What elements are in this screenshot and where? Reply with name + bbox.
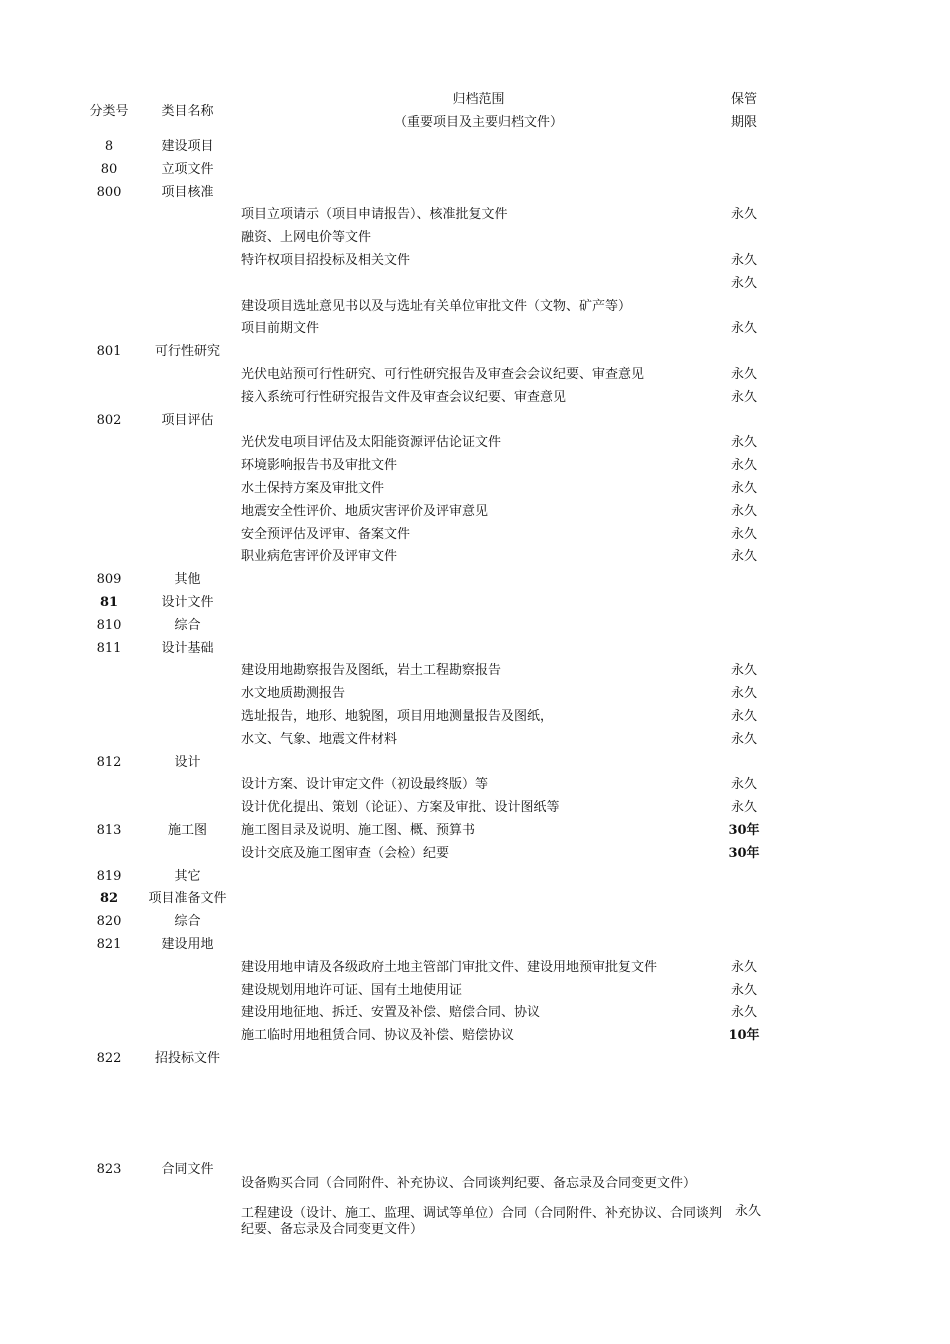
category-name: 其他: [174, 572, 201, 588]
retention-period: 永久: [730, 526, 757, 542]
archive-scope: 建设规划用地许可证、国有土地使用证: [241, 982, 463, 998]
table-row: [0, 659, 950, 682]
category-name: 可行性研究: [154, 344, 220, 360]
category-name: 设计文件: [161, 595, 214, 610]
retention-period: 永久: [730, 731, 757, 747]
archive-scope: 地震安全性评价、地质灾害评价及评审意见: [241, 503, 489, 519]
retention-period: 永久: [730, 959, 757, 975]
category-name: 建设用地: [161, 937, 214, 952]
table-row: [0, 409, 950, 432]
category-code: 82: [99, 891, 119, 907]
archive-scope: 选址报告，地形、地貌图，项目用地测量报告及图纸，: [241, 709, 554, 724]
archive-scope: 光伏发电项目评估及太阳能资源评估论证文件: [241, 435, 502, 451]
retention-period: 永久: [730, 686, 757, 702]
category-code: 822: [96, 1051, 122, 1066]
table-row: [0, 682, 950, 705]
table-row: [0, 819, 950, 842]
archive-scope: 建设用地征地、拆迁、安置及补偿、赔偿合同、协议: [241, 1005, 541, 1021]
header-code: 分类号: [89, 104, 129, 119]
category-name: 项目评估: [161, 412, 214, 428]
archive-scope: 设计交底及施工图审查（会检）纪要: [241, 845, 450, 861]
table-row: [0, 865, 950, 888]
table-row: [0, 295, 950, 318]
table-row: [0, 181, 950, 204]
category-name: 设计基础: [161, 640, 214, 656]
header-scope: [241, 88, 716, 134]
retention-period: 永久: [730, 503, 757, 519]
table-row: [0, 979, 950, 1002]
header-scope-title: 归档范围: [452, 92, 505, 107]
table-row: [0, 317, 950, 340]
category-code: 81: [99, 595, 119, 610]
category-name: 招投标文件: [154, 1051, 220, 1066]
table-row: [0, 728, 950, 751]
category-name: 项目核准: [161, 184, 214, 200]
table-row: [0, 751, 950, 774]
retention-period: 永久: [730, 253, 757, 268]
retention-period: 30年: [728, 823, 760, 838]
retention-period: 永久: [730, 709, 757, 724]
contract-item-equipment: 设备购买合同（合同附件、补充协议、合同谈判纪要、备忘录及合同变更文件）: [241, 1176, 697, 1191]
archive-scope: 项目立项请示（项目申请报告）、核准批复文件: [241, 207, 508, 223]
table-row: [0, 956, 950, 979]
archive-scope: 特许权项目招投标及相关文件: [241, 253, 411, 268]
archive-scope: 设计优化提出、策划（论证）、方案及审批、设计图纸等: [241, 800, 560, 816]
archive-scope: 施工临时用地租赁合同、协议及补偿、赔偿协议: [241, 1028, 515, 1044]
archive-scope: 融资、上网电价等文件: [241, 230, 372, 246]
archive-scope: 接入系统可行性研究报告文件及审查会议纪要、审查意见: [241, 389, 567, 405]
table-row: [0, 591, 950, 614]
category-code: 813: [96, 823, 122, 838]
archive-scope: 职业病危害评价及评审文件: [241, 549, 398, 565]
table-row: [0, 249, 950, 272]
retention-period: 永久: [730, 367, 757, 382]
category-name: 项目准备文件: [148, 891, 227, 907]
table-row: [0, 910, 950, 933]
category-name: 综合: [174, 617, 201, 633]
retention-period: 永久: [730, 549, 757, 565]
category-name: 设计: [174, 754, 201, 770]
header-period-line1: 保管: [730, 92, 757, 107]
category-code: 801: [96, 344, 122, 360]
table-row: [0, 523, 950, 546]
header-scope-subtitle: （重要项目及主要归档文件）: [393, 115, 563, 130]
retention-period: 永久: [730, 982, 757, 998]
table-row: [0, 637, 950, 660]
category-code: 810: [96, 617, 122, 633]
table-row: [0, 1024, 950, 1047]
table-row: [0, 933, 950, 956]
table-row: [0, 477, 950, 500]
retention-period: 永久: [730, 207, 757, 223]
category-code: 819: [96, 868, 122, 884]
table-row: [0, 568, 950, 591]
category-code: 80: [100, 161, 118, 177]
category-name: 其它: [174, 868, 201, 884]
header-name: 类目名称: [161, 104, 214, 119]
category-code: 820: [96, 914, 122, 930]
table-row: [0, 1047, 950, 1070]
table-row: [0, 500, 950, 523]
category-code: 812: [96, 754, 122, 770]
table-row: [0, 773, 950, 796]
table-row: [0, 203, 950, 226]
category-code: 809: [96, 572, 122, 588]
archive-scope: 建设用地勘察报告及图纸，岩土工程勘察报告: [241, 663, 502, 679]
table-row: [0, 431, 950, 454]
category-code: 802: [96, 412, 122, 428]
header-period-line2: 期限: [730, 115, 757, 130]
table-row: [0, 272, 950, 295]
retention-period: 永久: [730, 389, 757, 405]
category-code: 8: [104, 139, 114, 154]
table-row: [0, 1001, 950, 1024]
retention-period: 永久: [730, 777, 757, 793]
archive-scope: 水文、气象、地震文件材料: [241, 731, 398, 747]
retention-period: 永久: [730, 275, 757, 291]
retention-period: 永久: [730, 800, 757, 816]
retention-period: 永久: [730, 481, 757, 496]
table-row: [0, 842, 950, 865]
table-row: [0, 226, 950, 249]
table-row: [0, 614, 950, 637]
archive-scope: 水土保持方案及审批文件: [241, 481, 385, 496]
retention-period: 10年: [728, 1028, 760, 1044]
archive-scope: 安全预评估及评审、备案文件: [241, 526, 411, 542]
category-name: 综合: [174, 914, 201, 930]
category-code: 821: [96, 937, 122, 952]
table-row: [0, 135, 950, 158]
retention-period: 永久: [730, 663, 757, 679]
archive-scope: 建设项目选址意见书以及与选址有关单位审批文件（文物、矿产等）: [241, 298, 632, 314]
table-row: [0, 887, 950, 910]
header-period: [716, 88, 772, 134]
table-row: [0, 386, 950, 409]
table-row: [0, 796, 950, 819]
table-row: [0, 363, 950, 386]
contract-code: 823: [96, 1162, 122, 1177]
table-row: [0, 454, 950, 477]
table-row: [0, 158, 950, 181]
category-name: 施工图: [167, 823, 207, 838]
contract-period: 永久: [734, 1204, 761, 1219]
contract-item-construction: 工程建设（设计、施工、监理、调试等单位）合同（合同附件、补充协议、合同谈判纪要、备忘录及合同变更文件）: [241, 1206, 723, 1237]
retention-period: 永久: [730, 458, 757, 474]
archive-scope: 设计方案、设计审定文件（初设最终版）等: [241, 777, 489, 793]
table-row: [0, 545, 950, 568]
category-name: 立项文件: [161, 161, 214, 177]
archive-scope: 施工图目录及说明、施工图、概、预算书: [241, 823, 476, 838]
archive-scope: 环境影响报告书及审批文件: [241, 458, 398, 474]
archive-scope: 项目前期文件: [241, 321, 320, 337]
retention-period: 30年: [728, 845, 760, 861]
table-row: [0, 340, 950, 363]
category-code: 800: [96, 184, 122, 200]
archive-scope: 水文地质勘测报告: [241, 686, 346, 702]
contract-name: 合同文件: [161, 1162, 214, 1177]
retention-period: 永久: [730, 1005, 757, 1021]
category-code: 811: [96, 640, 122, 656]
table-row: [0, 705, 950, 728]
retention-period: 永久: [730, 435, 757, 451]
retention-period: 永久: [730, 321, 757, 337]
category-name: 建设项目: [161, 139, 214, 154]
archive-scope: 光伏电站预可行性研究、可行性研究报告及审查会会议纪要、审查意见: [241, 367, 645, 382]
archive-scope: 建设用地申请及各级政府土地主管部门审批文件、建设用地预审批复文件: [241, 959, 658, 975]
